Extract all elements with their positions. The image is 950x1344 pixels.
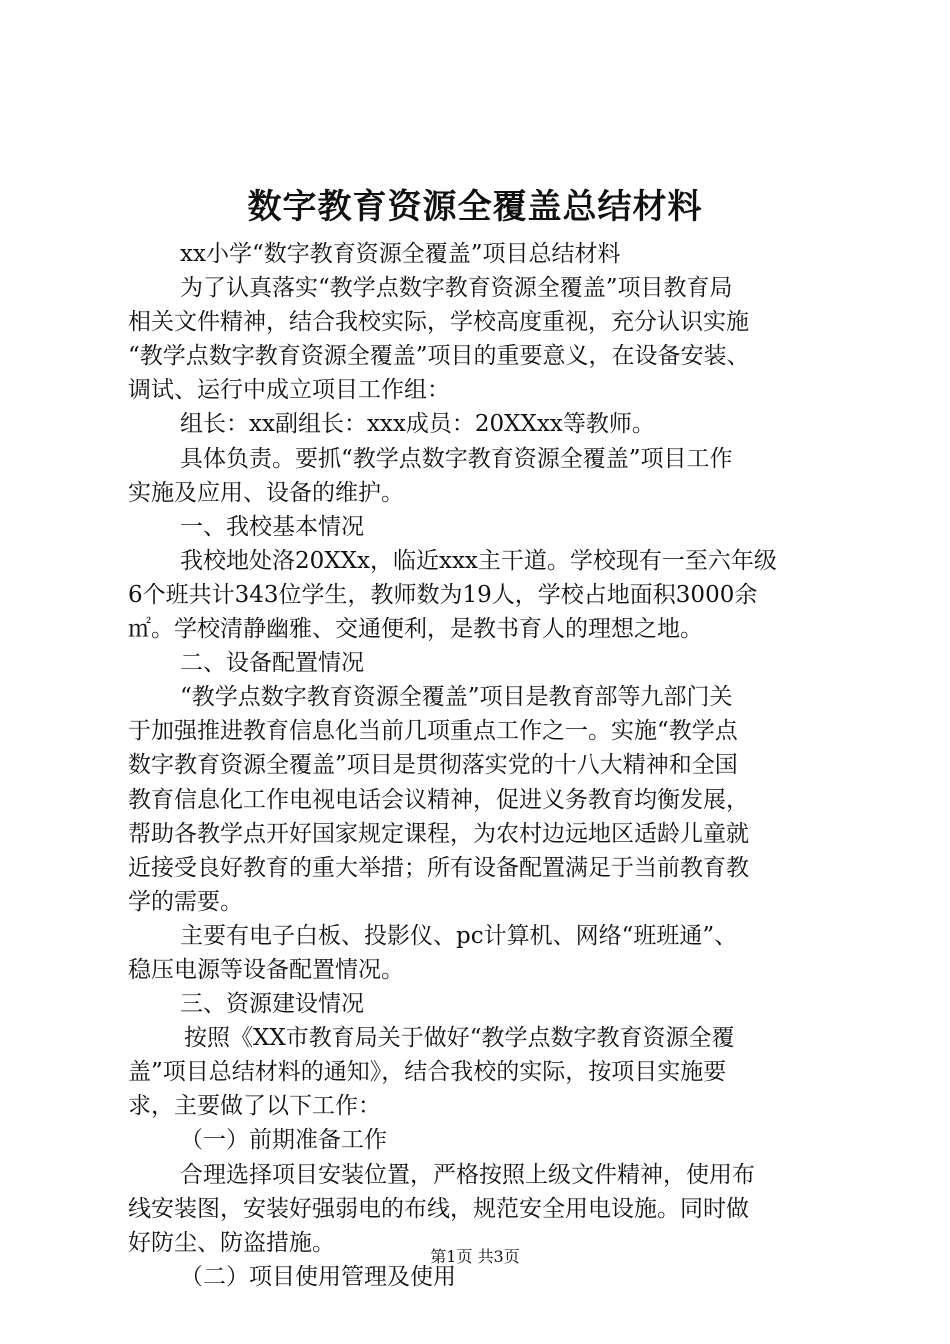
text-line: 学的需要。 — [128, 888, 243, 915]
text-line: 组长：xx副组长：xxx成员：20XXxx等教师。 — [180, 411, 655, 438]
text-line: 相关文件精神，结合我校实际，学校高度重视，充分认识实施 — [128, 309, 749, 336]
text-line: ㎡。学校清静幽雅、交通便利，是教书育人的理想之地。 — [128, 616, 703, 643]
text-line: 于加强推进教育信息化当前几项重点工作之一。实施“教学点 — [128, 718, 738, 745]
text-line: 实施及应用、设备的维护。 — [128, 479, 404, 506]
text-line: 按照《XX市教育局关于做好“教学点数字教育资源全覆 — [184, 1025, 735, 1052]
text-line: 主要有电子白板、投影仪、pc计算机、网络“班班通”、 — [180, 922, 738, 949]
text-line: 帮助各教学点开好国家规定课程，为农村边远地区适龄儿童就 — [128, 820, 749, 847]
text-line: 调试、运行中成立项目工作组： — [128, 377, 450, 404]
text-line: 二、设备配置情况 — [180, 650, 364, 677]
document-title: 数字教育资源全覆盖总结材料 — [247, 187, 703, 227]
text-line: “教学点数字教育资源全覆盖”项目是教育部等九部门关 — [180, 684, 733, 711]
text-line: 盖”项目总结材料的通知》，结合我校的实际，按项目实施要 — [128, 1059, 727, 1086]
document-body — [128, 237, 828, 1294]
text-line: 教育信息化工作电视电话会议精神，促进义务教育均衡发展， — [128, 786, 749, 813]
text-line: 我校地处洛20XXx，临近xxx主干道。学校现有一至六年级 — [180, 547, 777, 574]
text-line: 三、资源建设情况 — [180, 991, 364, 1018]
text-line: （一）前期准备工作 — [180, 1127, 387, 1154]
text-line: 数字教育资源全覆盖”项目是贯彻落实党的十八大精神和全国 — [128, 752, 738, 779]
text-line: xx小学“数字教育资源全覆盖”项目总结材料 — [180, 241, 621, 267]
text-line: 为了认真落实“教学点数字教育资源全覆盖”项目教育局 — [180, 275, 733, 302]
text-line: 一、我校基本情况 — [180, 513, 364, 540]
text-line: “教学点数字教育资源全覆盖”项目的重要意义，在设备安装、 — [128, 343, 750, 370]
text-line: 具体负责。要抓“教学点数字教育资源全覆盖”项目工作 — [180, 445, 733, 472]
text-line: 合理选择项目安装位置，严格按照上级文件精神，使用布 — [180, 1161, 755, 1188]
text-line: （二）项目使用管理及使用 — [180, 1263, 456, 1290]
text-line: 求，主要做了以下工作： — [128, 1093, 381, 1120]
page-footer: 第1页 共3页 — [430, 1247, 520, 1266]
text-line: 稳压电源等设备配置情况。 — [128, 956, 404, 983]
text-line: 好防尘、防盗措施。 — [128, 1229, 335, 1256]
text-line: 近接受良好教育的重大举措；所有设备配置满足于当前教育教 — [128, 854, 749, 881]
text-line: 线安装图，安装好强弱电的布线，规范安全用电设施。同时做 — [128, 1195, 749, 1222]
text-line: 6个班共计343位学生，教师数为19人，学校占地面积3000余 — [128, 581, 758, 608]
